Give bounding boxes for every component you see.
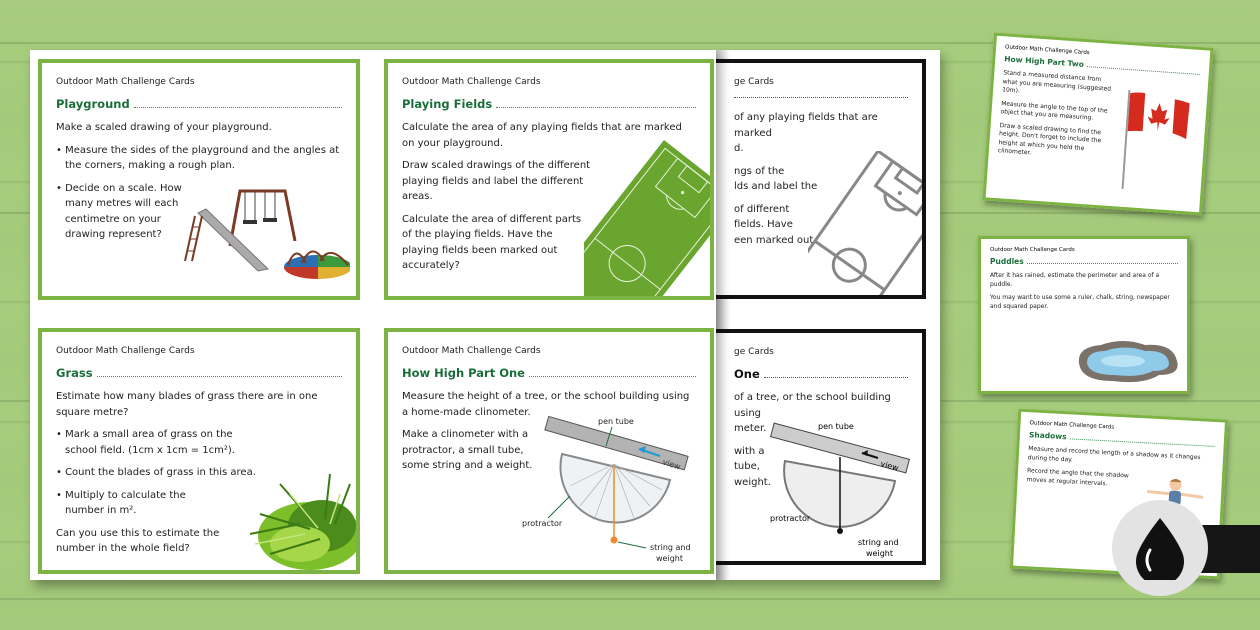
card-text: ngs of the lds and label the [734, 165, 818, 192]
card-kicker: ge Cards [734, 347, 774, 357]
card-kicker: Outdoor Math Challenge Cards [402, 77, 541, 87]
card-text: Make a clinometer with a protractor, a small tube, some string and a weight. [402, 429, 533, 471]
side-card-puddles [978, 236, 1190, 394]
card-title: Playground [56, 97, 130, 111]
card-text: Make a scaled drawing of your playground. [56, 122, 272, 133]
card-bullet: • Decide on a scale. How many metres will each centimetre on your drawing represent? [56, 182, 182, 240]
wood-plank-seam [0, 598, 1260, 600]
card-text: Calculate the area of different parts of the playing fields. Have the playing fields been marked out accurately? [402, 213, 582, 271]
card-kicker: ge Cards [734, 77, 774, 87]
grass-tuft-illustration [240, 464, 360, 574]
card-kicker: Outdoor Math Challenge Cards [1004, 44, 1090, 57]
bw-sheet [716, 50, 940, 580]
svg-text:string and: string and [858, 538, 899, 547]
side-card-how-high-part-two [982, 33, 1213, 216]
title-dots [134, 107, 342, 108]
card-title: Puddles [990, 257, 1024, 266]
card-playground [38, 59, 360, 300]
card-text: Measure the angle to the top of the object that you are measuring. [1000, 99, 1108, 122]
card-text: After it has rained, estimate the perimeter and area of a puddle. [990, 272, 1160, 288]
card-kicker: Outdoor Math Challenge Cards [56, 77, 195, 87]
card-title: Shadows [1028, 430, 1067, 442]
card-kicker: Outdoor Math Challenge Cards [990, 247, 1075, 253]
title-dots [496, 107, 696, 108]
card-text: Draw scaled drawings of the different playing fields and label the different areas. [402, 160, 591, 202]
card-text: Measure and record the length of a shadow as it changes during the day. [1027, 445, 1201, 464]
card-title: One [734, 367, 760, 381]
ink-drop-icon [1132, 516, 1188, 580]
football-pitch-illustration [584, 140, 714, 300]
svg-text:pen tube: pen tube [598, 417, 634, 426]
title-dots [529, 376, 696, 377]
clinometer-illustration [510, 416, 710, 566]
svg-text:view: view [879, 459, 900, 473]
card-text: Can you use this to estimate the number in the whole field? [56, 527, 220, 554]
card-playing-fields [384, 59, 714, 300]
ink-drop-badge [1112, 500, 1208, 596]
card-how-high-part-one [384, 328, 714, 574]
card-bullet: • Count the blades of grass in this area. [56, 467, 256, 478]
card-title: How High Part Two [1004, 54, 1085, 69]
card-title: How High Part One [402, 366, 525, 380]
card-kicker: Outdoor Math Challenge Cards [56, 346, 195, 356]
card-grass [38, 328, 360, 574]
card-kicker: Outdoor Math Challenge Cards [402, 346, 541, 356]
playground-equipment-illustration [180, 181, 350, 286]
svg-text:protractor: protractor [522, 519, 563, 528]
card-kicker: Outdoor Math Challenge Cards [1029, 420, 1115, 431]
clinometer-bw-illustration [770, 421, 920, 561]
card-bullet: • Mark a small area of grass on the school field. (1cm x 1cm = 1cm²). [56, 429, 235, 456]
title-dots [764, 377, 908, 378]
card-text: of different fields. Have een marked out [734, 203, 814, 246]
card-bullet: • Measure the sides of the playground and the angles at the corners, making a rough plan. [56, 144, 340, 171]
card-text: Measure the height of a tree, or the school building using a home-made clinometer. [402, 391, 690, 418]
main-sheet [30, 50, 716, 580]
title-dots [1070, 438, 1215, 447]
svg-text:weight: weight [866, 549, 893, 558]
card-text: with a tube, weight. [734, 445, 771, 488]
canadian-flag-illustration [1118, 85, 1195, 195]
puddle-illustration [1073, 335, 1183, 387]
svg-text:pen tube: pen tube [818, 422, 854, 431]
card-text: Estimate how many blades of grass there are in one square metre? [56, 391, 318, 418]
card-text: Record the angle that the shadow moves at regular intervals. [1026, 467, 1129, 487]
card-title: Grass [56, 366, 93, 380]
card-text: Calculate the area of any playing fields that are marked on your playground. [402, 122, 682, 149]
svg-text:protractor: protractor [770, 514, 811, 523]
title-dots [734, 97, 908, 98]
svg-text:string and: string and [650, 543, 691, 552]
card-text: You may want to use some a ruler, chalk, string, newspaper and squared paper. [990, 294, 1170, 310]
svg-text:weight: weight [656, 554, 683, 563]
title-dots [1087, 66, 1200, 75]
card-title: Playing Fields [402, 97, 493, 111]
title-dots [97, 376, 342, 377]
card-bullet: • Multiply to calculate the number in m². [56, 489, 186, 516]
svg-text:view: view [661, 457, 682, 472]
pitch-outline-illustration [808, 151, 926, 299]
title-dots [1027, 263, 1178, 264]
card-text: Draw a scaled drawing to find the height. Don't forget to include the height at which you held the clinometer. [997, 121, 1102, 157]
card-text: of a tree, or the school building using meter. [734, 392, 891, 434]
card-text: of any playing fields that are marked d. [734, 112, 878, 154]
card-text: Stand a measured distance from what you are measuring (suggested 10m). [1001, 69, 1112, 95]
